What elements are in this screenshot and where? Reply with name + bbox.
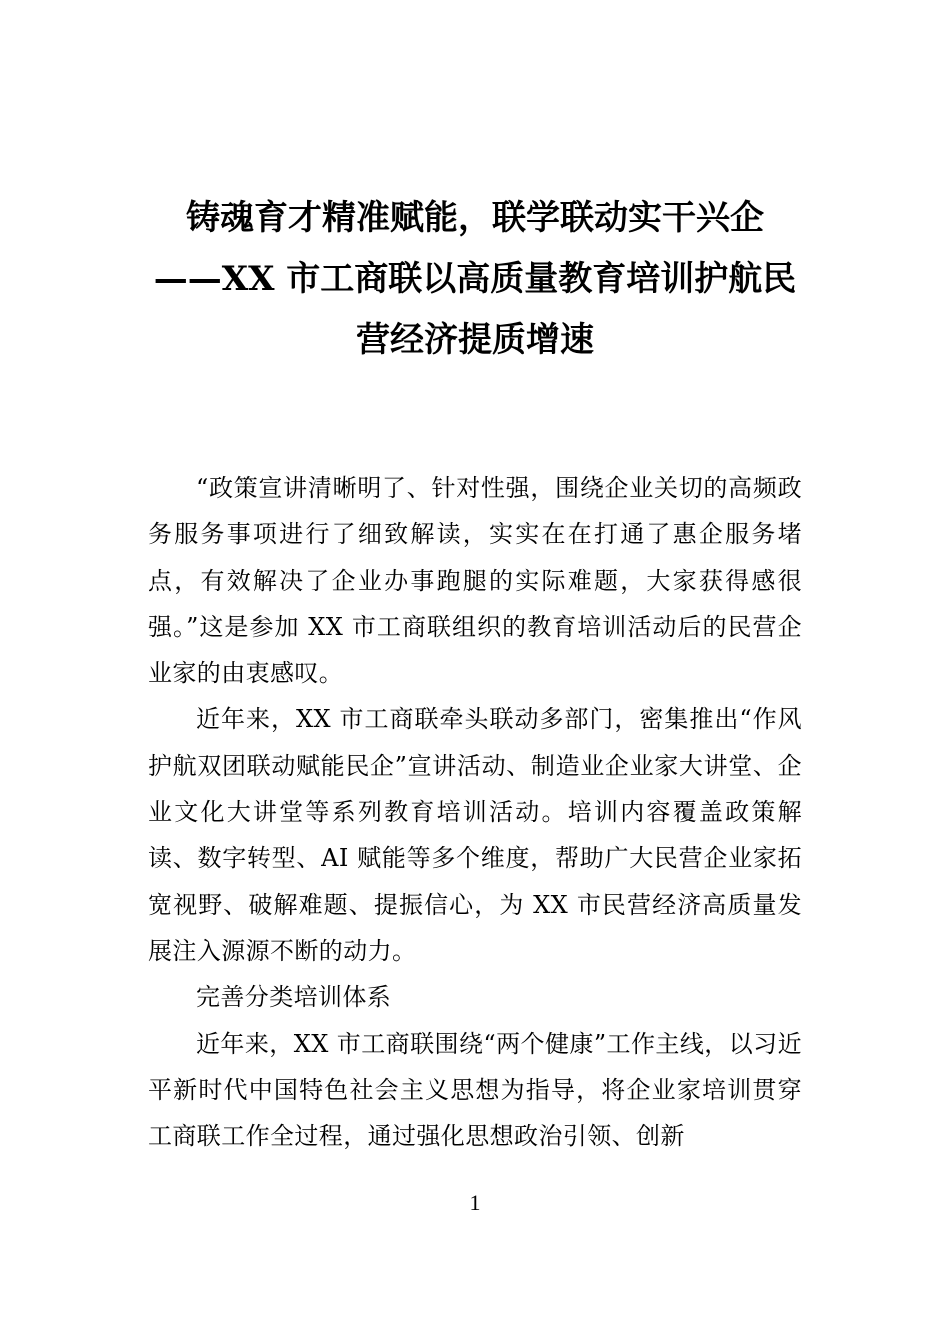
document-body xyxy=(148,465,802,1159)
section-paragraph: 近年来，XX 市工商联围绕“两个健康”工作主线，以习近平新时代中国特色社会主义思想为指导，将企业家培训贯穿工商联工作全过程，通过强化思想政治引领、创新 xyxy=(148,1029,802,1151)
page-number: 1 xyxy=(469,1190,481,1215)
body-paragraph-overview: 近年来，XX 市工商联牵头联动多部门，密集推出“作风护航双团联动赋能民企”宣讲活动、制造业企业家大讲堂、企业文化大讲堂等系列教育培训活动。培训内容覆盖政策解读、数字转型、AI 赋能等多个维度，帮助广大民营企业家拓宽视野、破解难题、提振信心，为 XX 市民营经济高质量发展注入源源不断的动力。 xyxy=(148,705,802,965)
document-title xyxy=(148,188,802,371)
section-heading: 完善分类培训体系 xyxy=(196,983,392,1012)
title-line-1: 铸魂育才精准赋能，联学联动实干兴企 xyxy=(186,198,764,238)
body-paragraph-quote: “政策宣讲清晰明了、针对性强，围绕企业关切的高频政务服务事项进行了细致解读，实实在在打通了惠企服务堵点，有效解决了企业办事跑腿的实际难题，大家获得感很强。”这是参加 XX 市工商联组织的教育培训活动后的民营企业家的由衷感叹。 xyxy=(148,474,802,688)
title-line-3: 营经济提质增速 xyxy=(356,320,594,360)
title-line-2: ——XX 市工商联以高质量教育培训护航民 xyxy=(153,259,797,299)
